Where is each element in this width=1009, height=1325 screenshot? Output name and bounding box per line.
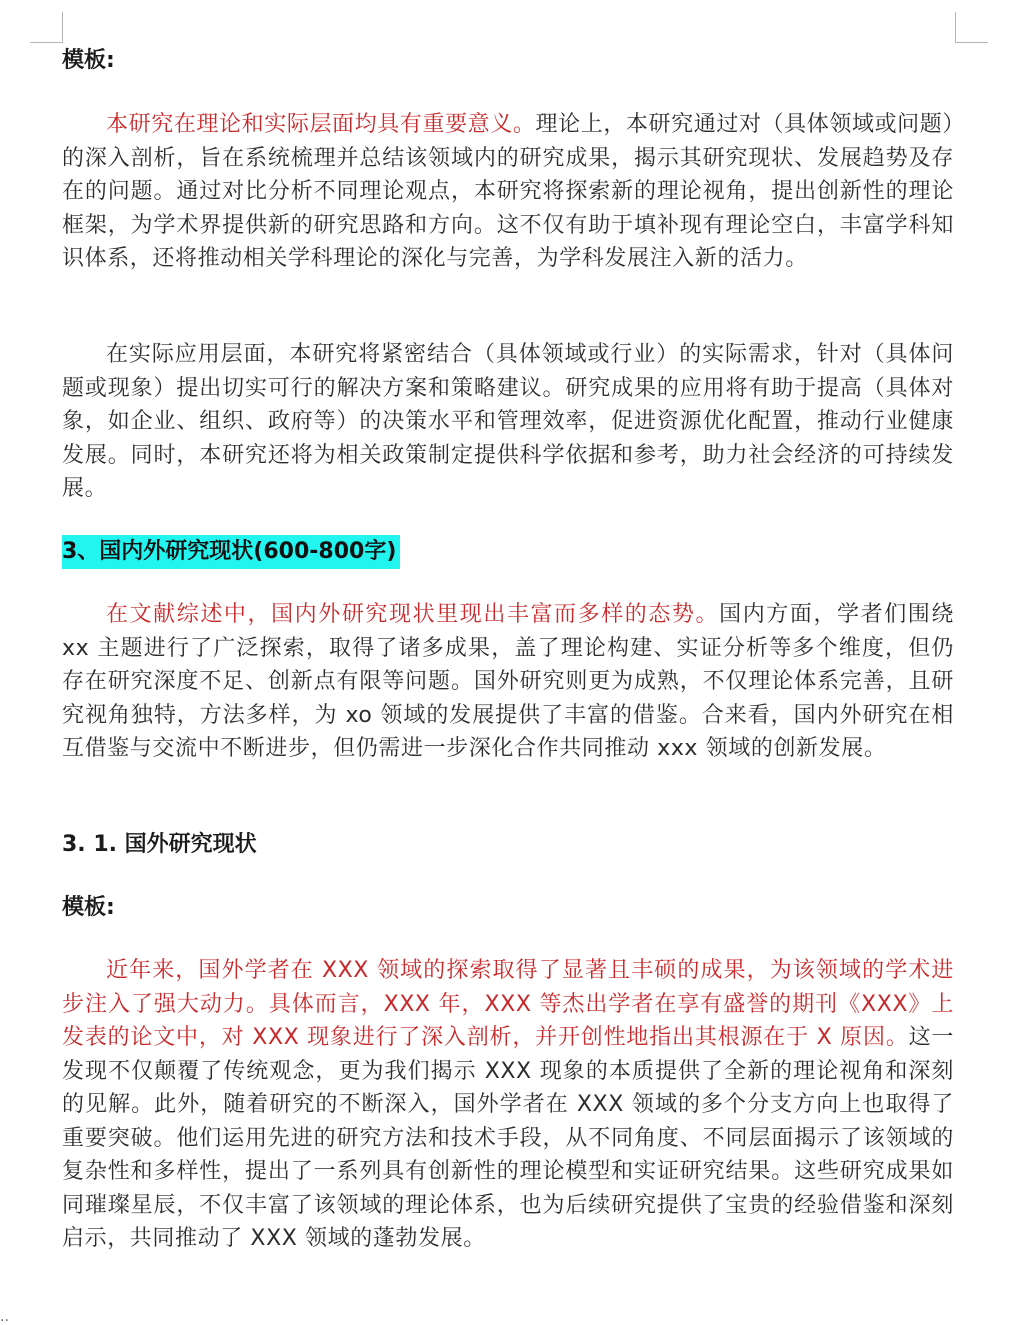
research-status-paragraph: [62, 598, 954, 766]
page-footer-dots: ..: [0, 1309, 9, 1325]
significance-paragraph-practice: 在实际应用层面，本研究将紧密结合（具体领域或行业）的实际需求，针对（具体问题或现象）提出切实可行的解决方案和策略建议。研究成果的应用将有助于提高（具体对象，如企业、组织、政府等）的决策水平和管理效率，促进资源优化配置，推动行业健康发展。同时，本研究还将为相关政策制定提供科学依据和参考，助力社会经济的可持续发展。: [62, 342, 954, 501]
page-corner-mark-top-right: [955, 12, 988, 43]
highlight-sentence: 本研究在理论和实际层面均具有重要意义。: [106, 112, 536, 137]
highlight-sentence: 近年来，国外学者在 XXX 领域的探索取得了显著且丰硕的成果，为该领域的学术进步注入了强大动力。具体而言，XXX 年，XXX 等杰出学者在享有盛誉的期刊《XXX》上发表的论文中，对 XXX 现象进行了深入剖析，并开创性地指出其根源在于 X 原因。: [62, 958, 954, 1050]
template-label-1: 模板:: [62, 48, 115, 73]
paragraph-body: 国内方面，学者们围绕 xx 主题进行了广泛探索，取得了诸多成果，盖了理论构建、实证分析等多个维度，但仍存在研究深度不足、创新点有限等问题。国外研究则更为成熟，不仅理论体系完善，且研究视角独特，方法多样，为 xo 领域的发展提供了丰富的借鉴。合来看，国内外研究在相互借鉴与交流中不断进步，但仍需进一步深化合作共同推动 xxx 领域的创新发展。: [62, 602, 954, 761]
paragraph-body: 这一发现不仅颠覆了传统观念，更为我们揭示 XXX 现象的本质提供了全新的理论视角和深刻的见解。此外，随着研究的不断深入，国外学者在 XXX 领域的多个分支方向上也取得了重要突破。他们运用先进的研究方法和技术手段，从不同角度、不同层面揭示了该领域的复杂性和多样性，提出了一系列具有创新性的理论模型和实证研究结果。这些研究成果如同璀璨星辰，不仅丰富了该领域的理论体系，也为后续研究提供了宝贵的经验借鉴和深刻启示，共同推动了 XXX 领域的蓬勃发展。: [62, 1025, 954, 1251]
subsection-heading-foreign-status: 3. 1. 国外研究现状: [62, 832, 257, 857]
highlight-sentence: 在文献综述中，国内外研究现状里现出丰富而多样的态势。: [106, 602, 720, 627]
page-corner-mark-top-left: [30, 12, 63, 43]
template-label-2: 模板:: [62, 895, 115, 920]
section-heading-research-status: 3、国内外研究现状(600-800字): [62, 535, 400, 569]
foreign-status-paragraph: [62, 954, 954, 1256]
significance-paragraph-theory: [62, 108, 954, 276]
paragraph-body: 理论上，本研究通过对（具体领域或问题）的深入剖析，旨在系统梳理并总结该领域内的研究成果，揭示其研究现状、发展趋势及存在的问题。通过对比分析不同理论观点，本研究将探索新的理论视角，提出创新性的理论框架，为学术界提供新的研究思路和方向。这不仅有助于填补现有理论空白，丰富学科知识体系，还将推动相关学科理论的深化与完善，为学科发展注入新的活力。: [62, 112, 954, 271]
